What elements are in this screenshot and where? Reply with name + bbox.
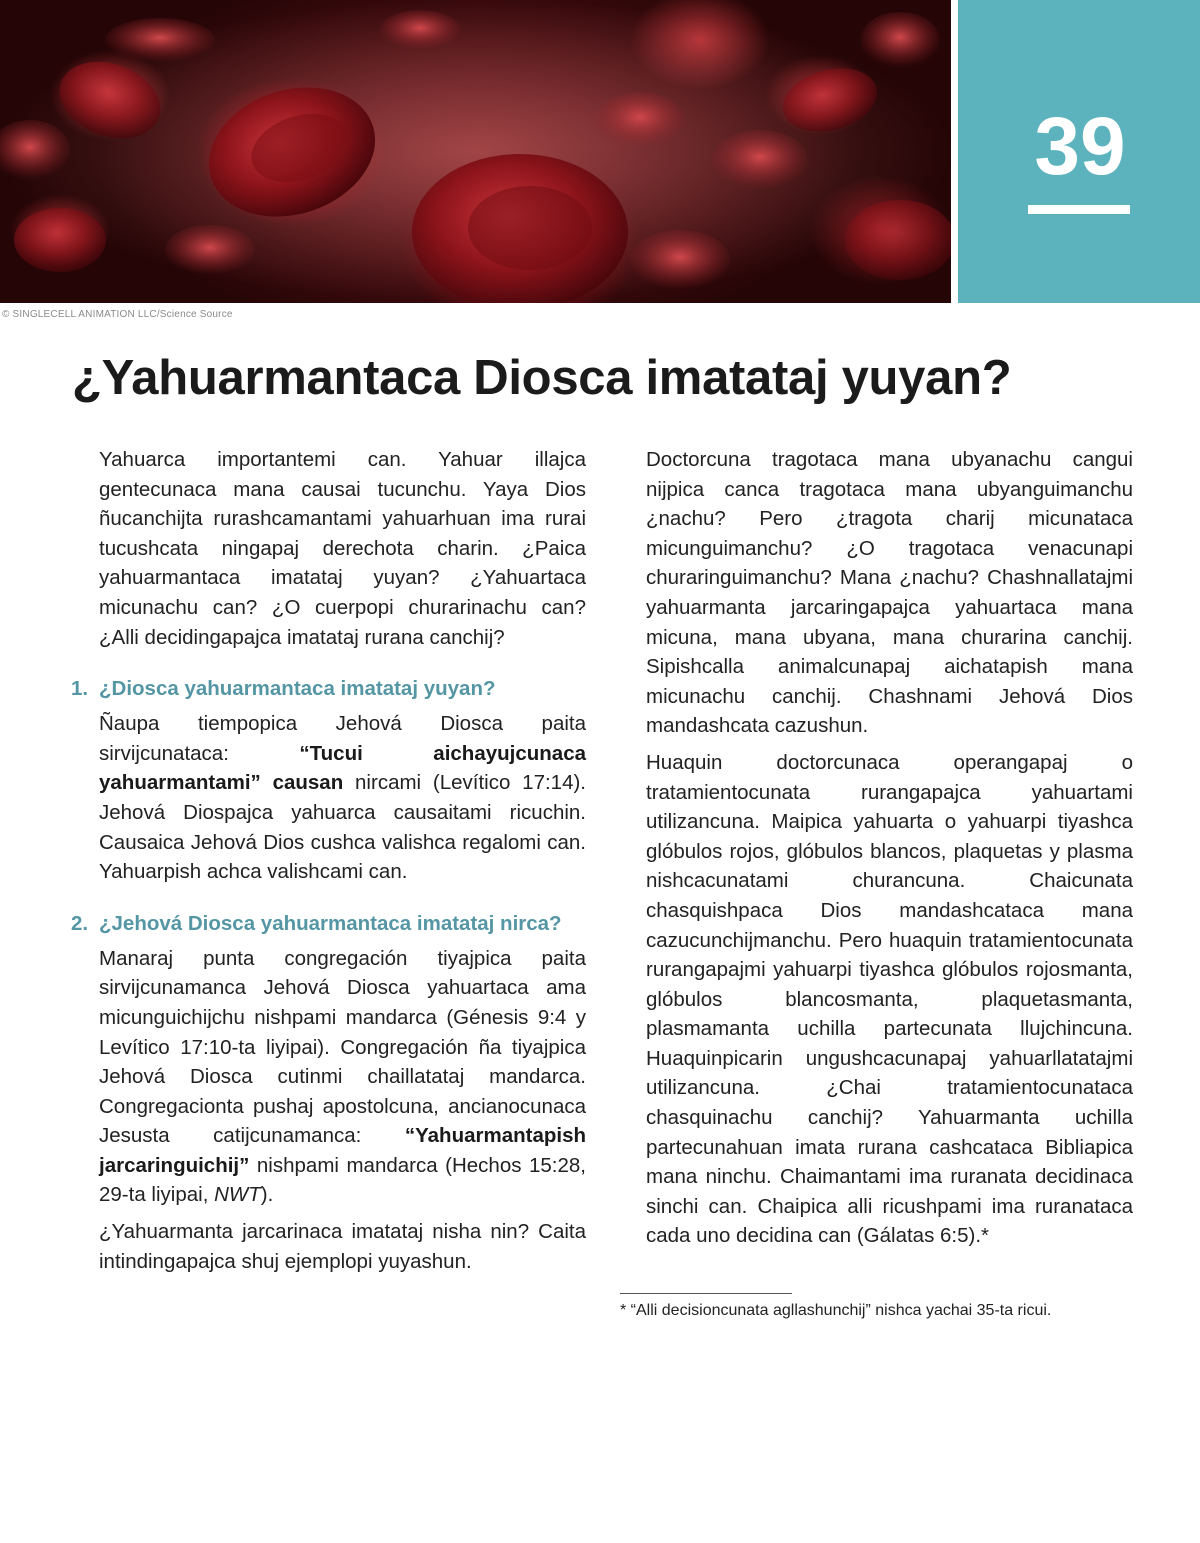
question-2-text: ¿Jehová Diosca yahuarmantaca imatataj nirca? bbox=[99, 911, 562, 935]
q2-text-end: ). bbox=[260, 1183, 274, 1207]
intro-paragraph: Yahuarca importantemi can. Yahuar illajca gentecunaca mana causai tucunchu. Yaya Dios ñucanchijta rurashcamantami yahuarhuan ima rurai tucushcata ningapaj derechota charin. ¿Paica yahuarmantaca imatataj yuyan? ¿Yahuartaca micunachu can? ¿O cuerpopi churarinachu can? ¿Alli decidingapajca imatataj rurana canchij? bbox=[99, 448, 586, 649]
photo-credit: © SINGLECELL ANIMATION LLC/Science Source bbox=[2, 309, 233, 320]
question-1-paragraph bbox=[99, 709, 586, 887]
right-column bbox=[646, 445, 1133, 1258]
q2-text-before: Manaraj punta congregación tiyajpica paita sirvijcunamanca Jehová Diosca yahuartaca ama micunguichijchu nishpami mandarca (Génesis 9:4 y Levítico 17:10-ta liyipai). Congregación ña tiyajpica Jehová Diosca cutinmi chaillatataj mandarca. Congregacionta pushaj apostolcuna, ancianocunaca Jesusta catijcunamanca: bbox=[99, 946, 586, 1148]
question-2-paragraph-4: Huaquin doctorcunaca operangapaj o tratamientocunata rurangapajca yahuartami utilizancuna. Maipica yahuarta o yahuarpi tiyashca glóbulos rojos, glóbulos blancos, plaquetas y plasma nishcacunatami churancuna. Chaicunata chasquishpaca Dios mandashcataca mana cazucunchijmanchu. Pero huaquin tratamientocunata rurangapajmi yahuarpi tiyashca glóbulos rojosmanta, glóbulos blancosmanta, plaquetasmanta, plasmamanta uchilla partecunata llujchincuna. Huaquinpicarin ungushcacunapaj yahuarllatatajmi utilizancuna. ¿Chai tratamientocunataca chasquinachu canchij? Yahuarmanta uchilla partecunahuan imata rurana cashcataca Bibliapica mana ninchu. Chaimantami ima ruranata decidinaca sinchi can. Chaipica alli ricushpami ima ruranataca cada uno decidina can (Gálatas 6:5).* bbox=[646, 750, 1133, 1248]
blood-cells-illustration bbox=[0, 0, 951, 303]
q2-bible-version: NWT bbox=[214, 1183, 261, 1207]
q1-scripture-quote: “Tucui aichayujcunaca yahuarmantami” causan bbox=[99, 741, 586, 795]
footnote-divider bbox=[620, 1293, 792, 1294]
question-2-number: 2. bbox=[71, 911, 89, 935]
question-2-paragraph-2: ¿Yahuarmanta jarcarinaca imatataj nisha nin? Caita intindingapajca shuj ejemplopi yuyashun. bbox=[99, 1220, 586, 1273]
q1-text-after: nircami (Levítico 17:14). Jehová Diospajca yahuarca causaitami ricuchin. Causaica Jehová Dios cushca valishca regalomi can. Yahuarpish achca valishcami can. bbox=[99, 771, 586, 884]
question-1-text: ¿Diosca yahuarmantaca imatataj yuyan? bbox=[99, 677, 496, 701]
q2-text-after: nishpami mandarca (Hechos 15:28, 29-ta liyipai, bbox=[99, 1153, 586, 1207]
q1-text-before: Ñaupa tiempopica Jehová Diosca paita sirvijcunataca: bbox=[99, 712, 586, 765]
question-2-heading bbox=[71, 909, 586, 938]
q2-scripture-quote: “Yahuarmantapish jarcaringuichij” bbox=[99, 1124, 586, 1177]
left-column bbox=[71, 445, 586, 1283]
lesson-number-underline bbox=[1028, 205, 1130, 214]
question-2-paragraph-1 bbox=[99, 944, 586, 1210]
page-title: ¿Yahuarmantaca Diosca imatataj yuyan? bbox=[72, 351, 1012, 405]
question-1-heading bbox=[71, 674, 586, 703]
lesson-number: 39 bbox=[1034, 101, 1126, 192]
question-2-paragraph-3: Doctorcuna tragotaca mana ubyanachu cangui nijpica canca tragotaca mana ubyanguimanchu ¿nachu? Pero ¿tragota charij micunataca micunguimanchu? ¿O tragotaca venacunapi churaringuimanchu? Mana ¿nachu? Chashnallatajmi yahuarmanta jarcaringapajca yahuartaca mana micuna, mana ubyana, mana churarina canchij. Sipishcalla animalcunapaj aichatapish mana micunachu canchij. Chashnami Jehová Dios mandashcata cazushun. bbox=[646, 448, 1133, 738]
footnote: * “Alli decisioncunata agllashunchij” nishca yachai 35-ta ricui. bbox=[620, 1302, 1052, 1319]
hero-blood-cells-image bbox=[0, 0, 951, 303]
question-1-number: 1. bbox=[71, 677, 89, 701]
